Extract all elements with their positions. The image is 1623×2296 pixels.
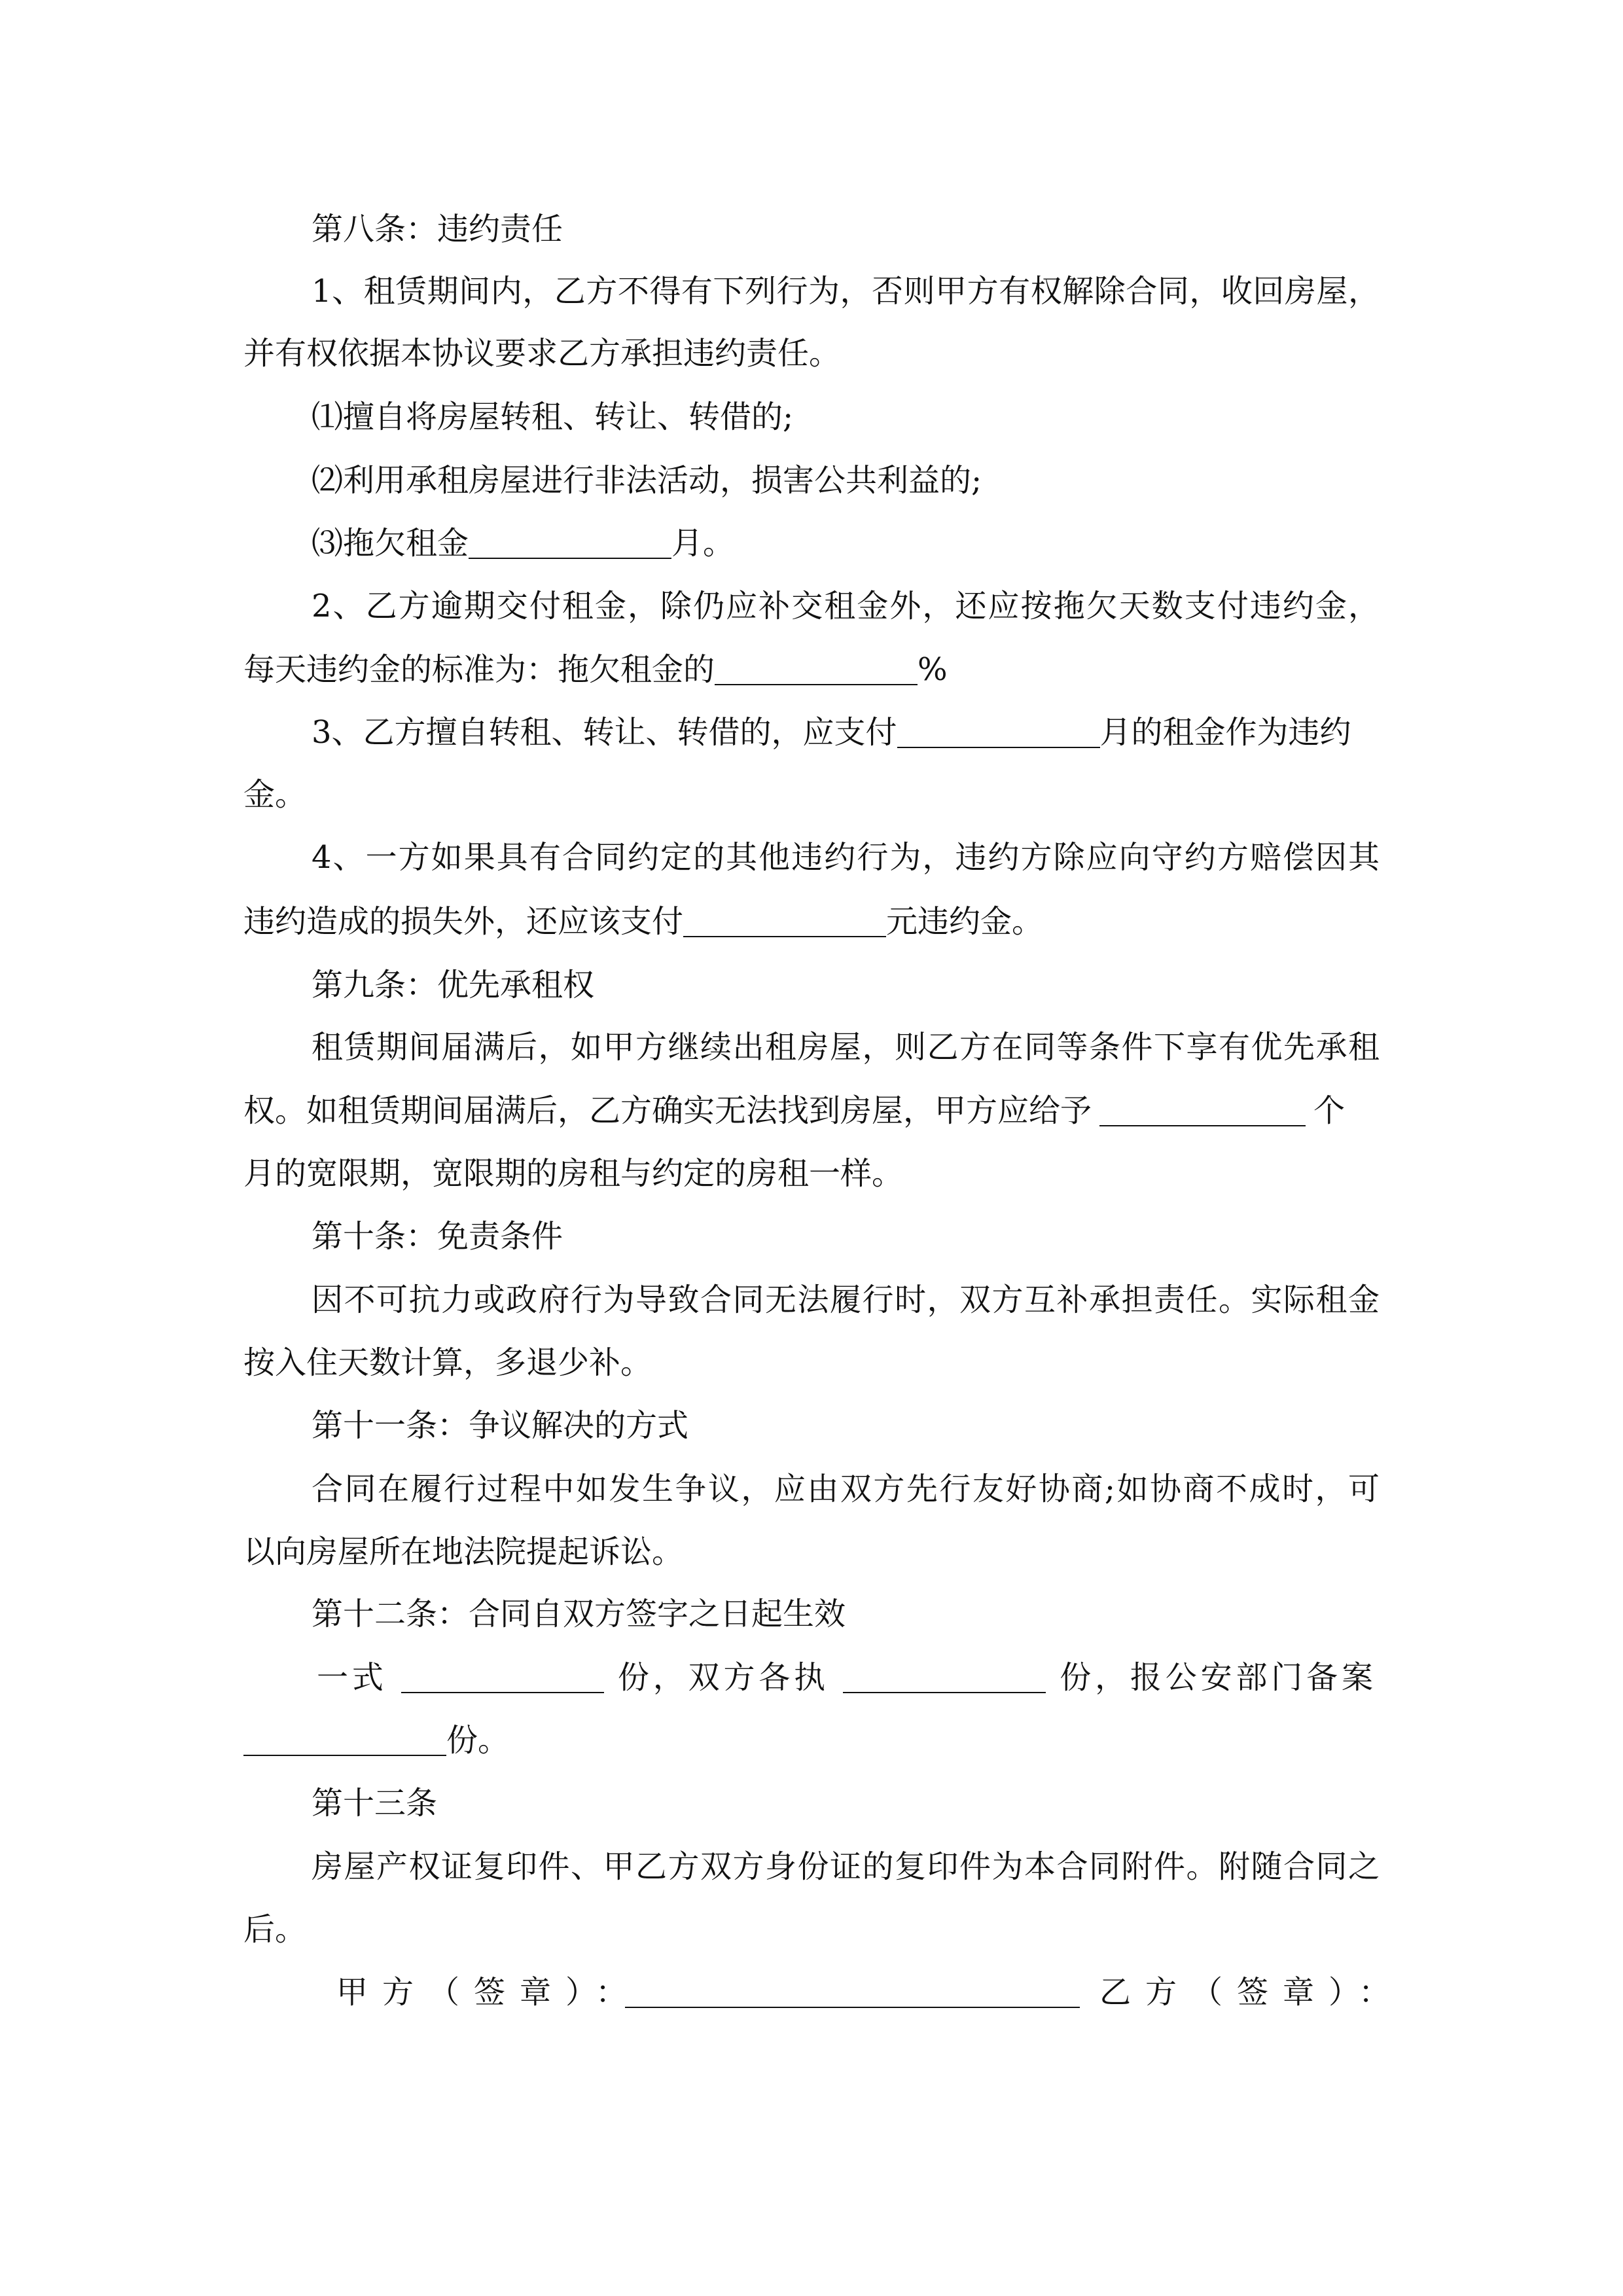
copies-suffix: 份。 xyxy=(446,1722,510,1759)
item3-prefix: ⑶拖欠租金 xyxy=(312,525,469,562)
article-8-p2-line1: 2、乙方逾期交付租金，除仍应补交租金外，还应按拖欠天数支付违约金， xyxy=(312,588,1380,624)
article-8-p2-line2 xyxy=(243,649,948,691)
article-9-line1: 租赁期间届满后，如甲方继续出租房屋，则乙方在同等条件下享有优先承租 xyxy=(312,1029,1380,1066)
p4-prefix: 违约造成的损失外，还应该支付 xyxy=(243,903,684,940)
a9-prefix: 权。如租赁期间届满后，乙方确实无法找到房屋，甲方应给予 xyxy=(243,1092,1092,1129)
p2-prefix: 每天违约金的标准为：拖欠租金的 xyxy=(243,651,715,688)
article-8-title: 第八条：违约责任 xyxy=(312,211,563,247)
penalty-amount-blank[interactable] xyxy=(683,905,886,937)
p3-suffix: 月的租金作为违约 xyxy=(1099,714,1351,751)
article-11-line1: 合同在履行过程中如发生争议，应由双方先行友好协商;如协商不成时，可 xyxy=(312,1471,1380,1507)
article-12-title: 第十二条：合同自双方签字之日起生效 xyxy=(312,1596,846,1632)
grace-period-months-blank[interactable] xyxy=(1099,1094,1306,1126)
article-11-line2: 以向房屋所在地法院提起诉讼。 xyxy=(243,1534,684,1570)
article-8-item2: ⑵利用承租房屋进行非法活动，损害公共利益的; xyxy=(312,462,982,499)
total-copies-blank[interactable] xyxy=(401,1660,604,1693)
party-a-signature-label: 甲方（签章）： xyxy=(336,1974,642,2011)
each-party-label: 份，双方各执 xyxy=(617,1659,829,1696)
police-copies-blank[interactable] xyxy=(243,1723,446,1756)
article-8-item1: ⑴擅自将房屋转租、转让、转借的; xyxy=(312,399,794,435)
p4-suffix: 元违约金。 xyxy=(886,903,1044,940)
article-13-line2: 后。 xyxy=(243,1911,307,1948)
article-8-p4-line1: 4、一方如果具有合同约定的其他违约行为，违约方除应向守约方赔偿因其 xyxy=(312,839,1380,876)
police-filing-label: 份，报公安部门备案 xyxy=(1060,1659,1373,1696)
article-8-p1-line2: 并有权依据本协议要求乙方承担违约责任。 xyxy=(243,335,841,372)
item3-suffix: 月。 xyxy=(671,525,735,562)
copies-each-blank[interactable] xyxy=(843,1660,1046,1693)
article-13-line1: 房屋产权证复印件、甲乙方双方身份证的复印件为本合同附件。附随合同之 xyxy=(312,1848,1380,1885)
article-9-line3: 月的宽限期，宽限期的房租与约定的房租一样。 xyxy=(243,1155,904,1192)
article-8-item3 xyxy=(312,522,734,564)
article-12-line2 xyxy=(243,1719,509,1761)
article-10-line1: 因不可抗力或政府行为导致合同无法履行时，双方互补承担责任。实际租金 xyxy=(312,1282,1380,1318)
sublet-penalty-months-blank[interactable] xyxy=(897,715,1100,748)
article-12-line1 xyxy=(317,1657,1373,1698)
p2-suffix: % xyxy=(918,651,948,688)
rent-arrears-months-blank[interactable] xyxy=(469,526,671,559)
article-13-title: 第十三条 xyxy=(312,1785,438,1821)
daily-penalty-percent-blank[interactable] xyxy=(715,653,918,685)
party-b-signature-label: 乙方（签章）： xyxy=(1099,1974,1405,2011)
article-9-title: 第九条：优先承租权 xyxy=(312,967,595,1003)
article-8-p4-line2 xyxy=(243,901,1043,942)
article-8-p1-line1: 1、租赁期间内，乙方不得有下列行为，否则甲方有权解除合同，收回房屋， xyxy=(312,273,1380,310)
copies-label: 一式 xyxy=(317,1659,387,1696)
article-10-line2: 按入住天数计算，多退少补。 xyxy=(243,1344,652,1381)
article-10-title: 第十条：免责条件 xyxy=(312,1218,563,1255)
party-a-signature-line[interactable] xyxy=(625,2007,1080,2008)
article-8-p3-line1 xyxy=(312,711,1351,753)
a9-suffix: 个 xyxy=(1313,1092,1346,1129)
p3-prefix: 3、乙方擅自转租、转让、转借的，应支付 xyxy=(312,714,897,751)
article-8-p3-line2: 金。 xyxy=(243,776,307,813)
article-11-title: 第十一条：争议解决的方式 xyxy=(312,1407,689,1444)
article-9-line2 xyxy=(243,1090,1345,1132)
